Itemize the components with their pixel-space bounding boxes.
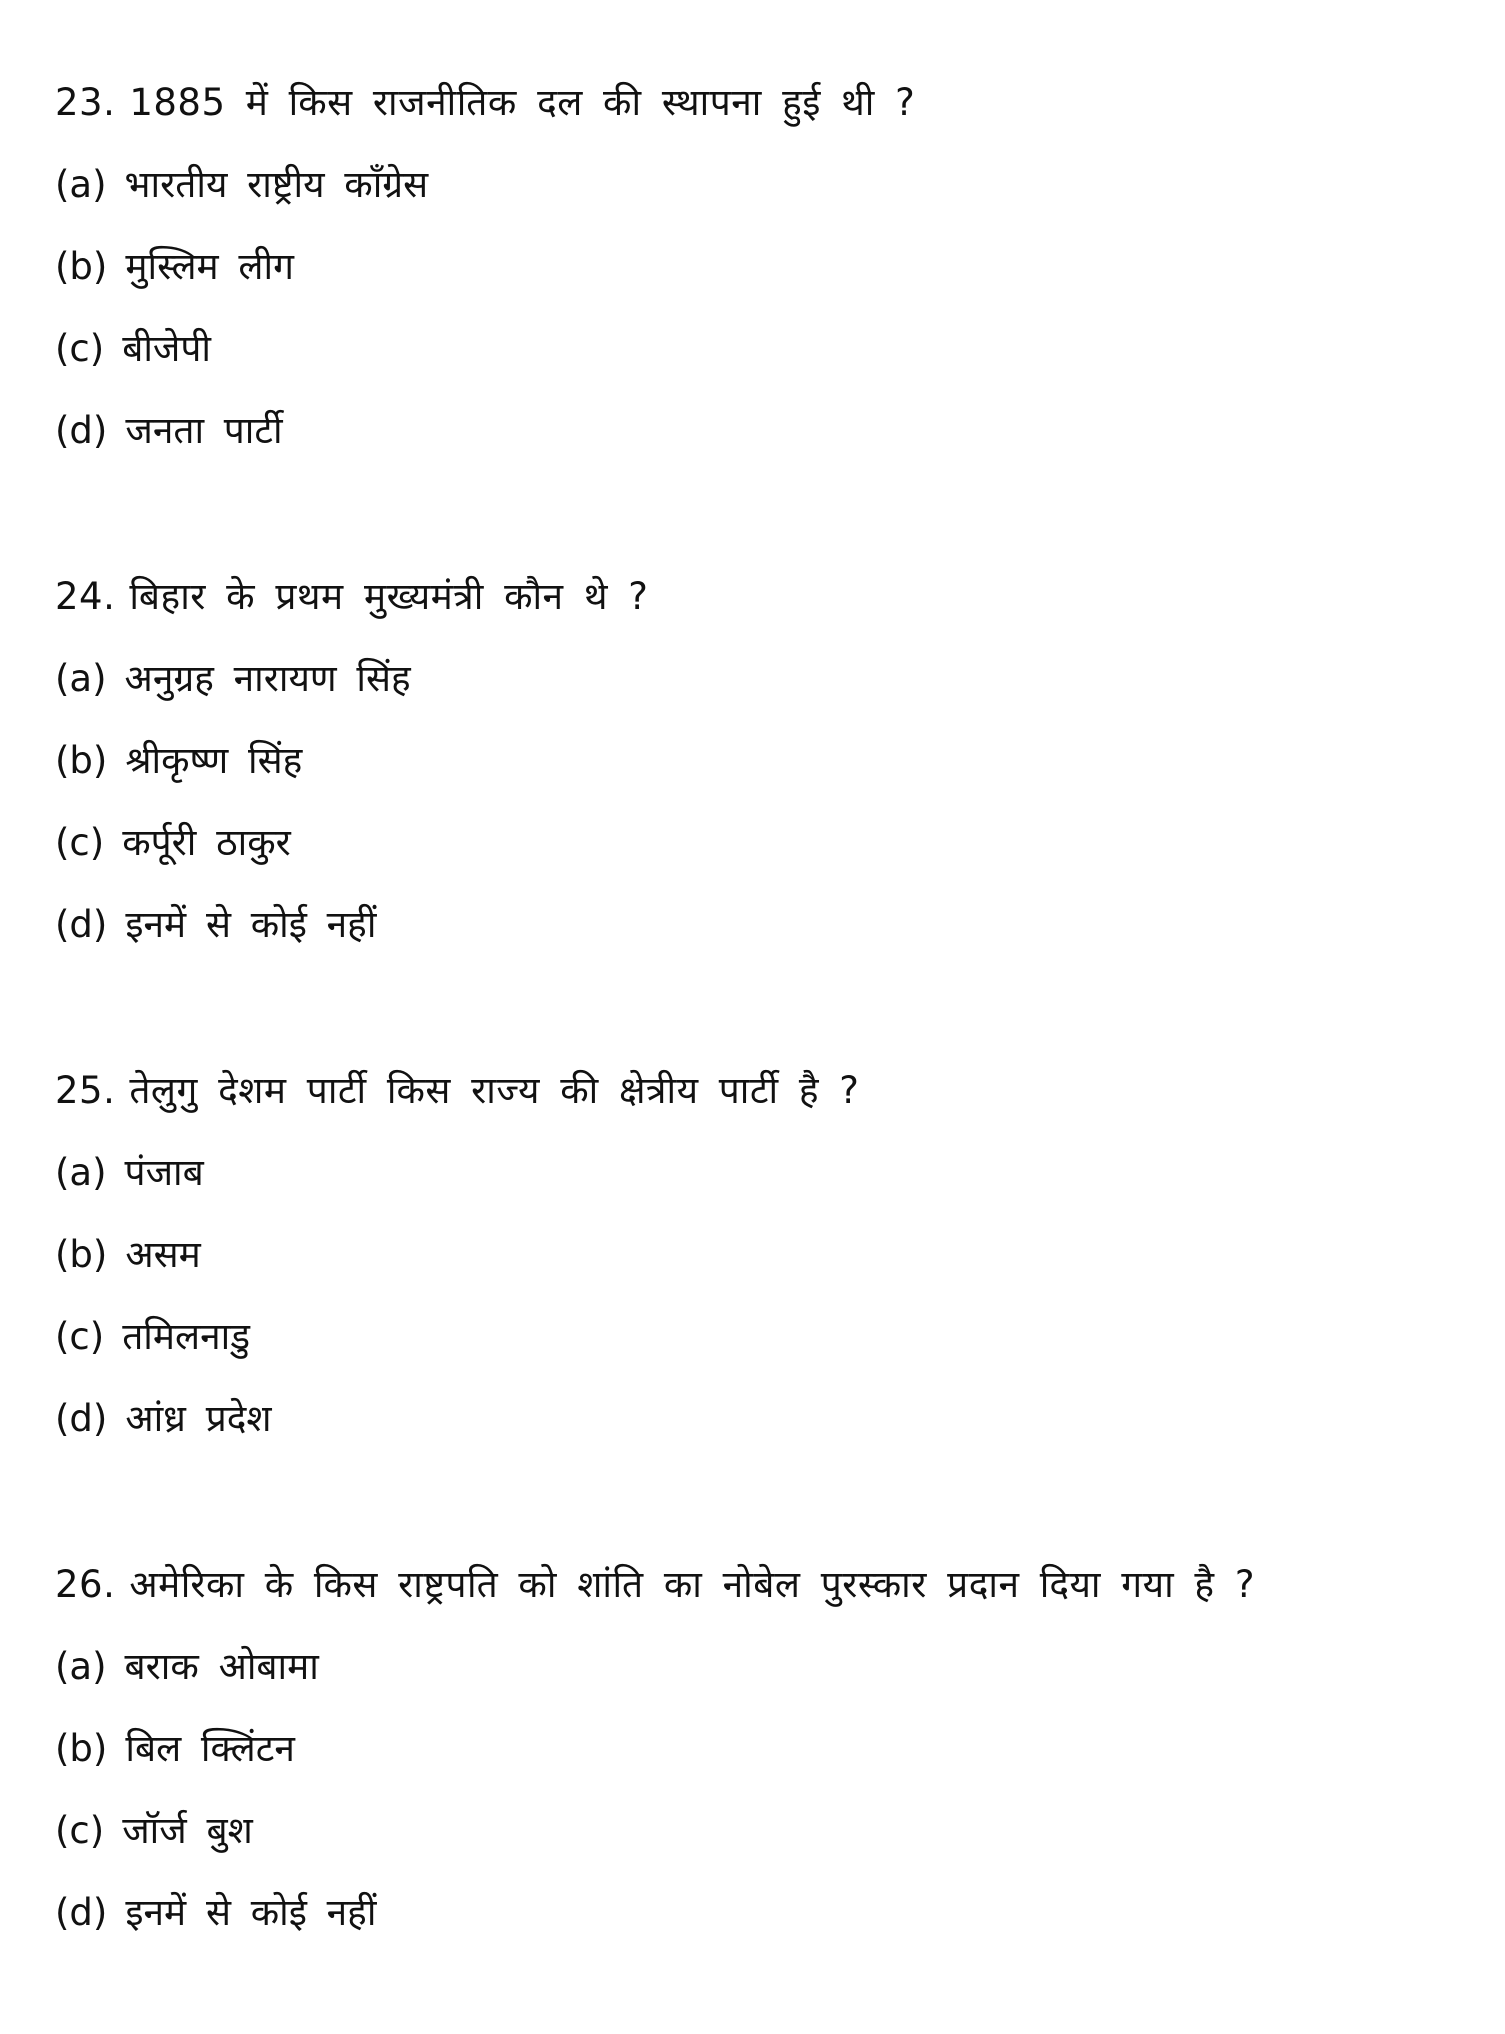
- option-marker: (b): [55, 1727, 108, 1770]
- option-text: असम: [125, 1233, 201, 1276]
- option-text: जॉर्ज बुश: [122, 1809, 253, 1852]
- option-marker: (b): [55, 739, 108, 782]
- option-text: इनमें से कोई नहीं: [125, 903, 377, 946]
- question-text: 1885 में किस राजनीतिक दल की स्थापना हुई थी ?: [129, 81, 916, 124]
- option-text: बीजेपी: [122, 327, 211, 370]
- option-marker: (c): [55, 821, 105, 864]
- option-c: [55, 1296, 1475, 1378]
- question-text: अमेरिका के किस राष्ट्रपति को शांति का नोबेल पुरस्कार प्रदान दिया गया है ?: [129, 1563, 1255, 1606]
- option-marker: (d): [55, 409, 108, 452]
- question-25: [55, 1050, 1475, 1460]
- option-text: अनुग्रह नारायण सिंह: [124, 657, 411, 700]
- option-marker: (c): [55, 327, 105, 370]
- option-c: [55, 308, 1475, 390]
- option-text: भारतीय राष्ट्रीय कॉंग्रेस: [124, 163, 429, 206]
- option-marker: (a): [55, 163, 107, 206]
- question-24: [55, 556, 1475, 966]
- question-number: 24.: [55, 575, 116, 618]
- option-c: [55, 1790, 1475, 1872]
- question-23: [55, 62, 1475, 472]
- option-text: तमिलनाडु: [122, 1315, 251, 1358]
- option-marker: (c): [55, 1809, 105, 1852]
- question-26: [55, 1544, 1475, 1954]
- option-marker: (d): [55, 1397, 108, 1440]
- option-b: [55, 1708, 1475, 1790]
- option-b: [55, 226, 1475, 308]
- option-marker: (a): [55, 657, 107, 700]
- question-number: 25.: [55, 1069, 116, 1112]
- question-line: [55, 1544, 1475, 1626]
- question-text: तेलुगु देशम पार्टी किस राज्य की क्षेत्रीय पार्टी है ?: [129, 1069, 860, 1112]
- option-a: [55, 638, 1475, 720]
- question-line: [55, 1050, 1475, 1132]
- option-d: [55, 1378, 1475, 1460]
- option-marker: (b): [55, 1233, 108, 1276]
- option-a: [55, 1626, 1475, 1708]
- option-d: [55, 390, 1475, 472]
- option-text: बराक ओबामा: [124, 1645, 319, 1688]
- option-text: बिल क्लिंटन: [125, 1727, 295, 1770]
- question-text: बिहार के प्रथम मुख्यमंत्री कौन थे ?: [129, 575, 649, 618]
- option-text: इनमें से कोई नहीं: [125, 1891, 377, 1934]
- option-marker: (b): [55, 245, 108, 288]
- question-line: [55, 556, 1475, 638]
- option-marker: (d): [55, 1891, 108, 1934]
- question-line: [55, 62, 1475, 144]
- option-marker: (a): [55, 1645, 107, 1688]
- option-c: [55, 802, 1475, 884]
- option-marker: (c): [55, 1315, 105, 1358]
- option-b: [55, 720, 1475, 802]
- option-text: मुस्लिम लीग: [125, 245, 294, 288]
- option-a: [55, 144, 1475, 226]
- option-text: आंध्र प्रदेश: [125, 1397, 272, 1440]
- option-marker: (d): [55, 903, 108, 946]
- option-b: [55, 1214, 1475, 1296]
- option-d: [55, 884, 1475, 966]
- option-text: जनता पार्टी: [125, 409, 283, 452]
- option-a: [55, 1132, 1475, 1214]
- option-text: कर्पूरी ठाकुर: [122, 821, 291, 864]
- option-text: पंजाब: [124, 1151, 204, 1194]
- question-number: 26.: [55, 1563, 116, 1606]
- option-d: [55, 1872, 1475, 1954]
- option-marker: (a): [55, 1151, 107, 1194]
- option-text: श्रीकृष्ण सिंह: [125, 739, 303, 782]
- question-number: 23.: [55, 81, 116, 124]
